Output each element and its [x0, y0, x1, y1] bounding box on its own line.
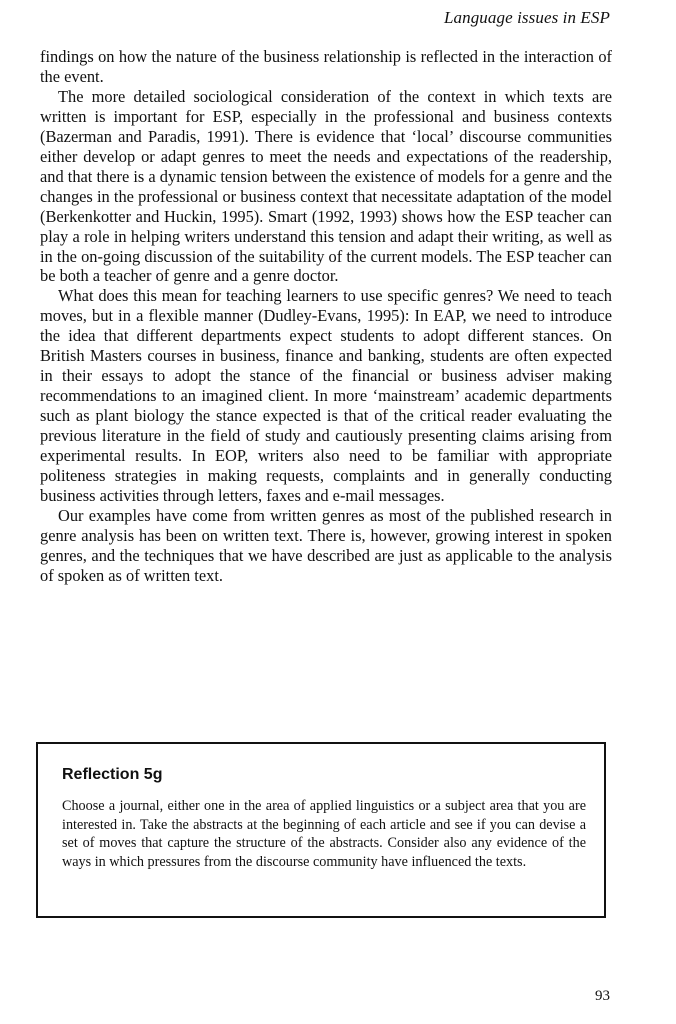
main-text	[40, 47, 612, 586]
paragraph-spoken-genres: Our examples have come from written genres as most of the published research in genre analysis has been on written text. There is, however, growing interest in spoken genres, and the techniques that we have described are just as applicable to the analysis of spoken as of written text.	[40, 505, 612, 585]
reflection-title: Reflection 5g	[62, 766, 163, 783]
reflection-box	[36, 742, 606, 918]
paragraph-teaching: What does this mean for teaching learners to use specific genres? We need to teach moves, but in a flexible manner (Dudley-Evans, 1995): In EAP, we need to introduce the idea that different departments expect students to adopt different stances. On British Masters courses in business, finance and banking, students are often expected in their essays to adopt the stance of the financial or business adviser making recommendations to an imagined client. In more ‘mainstream’ academic departments such as plant biology the stance expected is that of the critical reader evaluating the previous literature in the field of study and cautiously presenting claims arising from experimental results. In EOP, writers also need to be familiar with appropriate politeness strategies in making requests, complaints and in generally conducting business activities through letters, faxes and e-mail messages.	[40, 286, 612, 505]
reflection-body: Choose a journal, either one in the area of applied linguistics or a subject area that you are interested in. Take the abstracts at the beginning of each article and see if you can devise a set of moves that capture the structure of the abstracts. Consider also any evidence of the ways in which pressures from the discourse community have influenced the texts.	[62, 798, 586, 870]
paragraph-continuation: findings on how the nature of the business relationship is reflected in the interaction of the event.	[40, 47, 612, 86]
page-number: 93	[595, 988, 610, 1004]
reflection-content	[38, 744, 604, 916]
paragraph-context: The more detailed sociological consideration of the context in which texts are written is important for ESP, especially in the professional and business contexts (Bazerman and Paradis, 1991). There is evidence that ‘local’ discourse communities either develop or adapt genres to meet the needs and expectations of the readership, and that there is a dynamic tension between the existence of models for a genre and the changes in the professional or business context that necessitate adaptation of the model (Berkenkotter and Huckin, 1995). Smart (1992, 1993) shows how the ESP teacher can play a role in helping writers understand this tension and adapt their writing, as well as in the on-going discussion of the suitability of the current models. The ESP teacher can be both a teacher of genre and a genre doctor.	[40, 86, 612, 286]
running-head-title: Language issues in ESP	[443, 8, 610, 27]
